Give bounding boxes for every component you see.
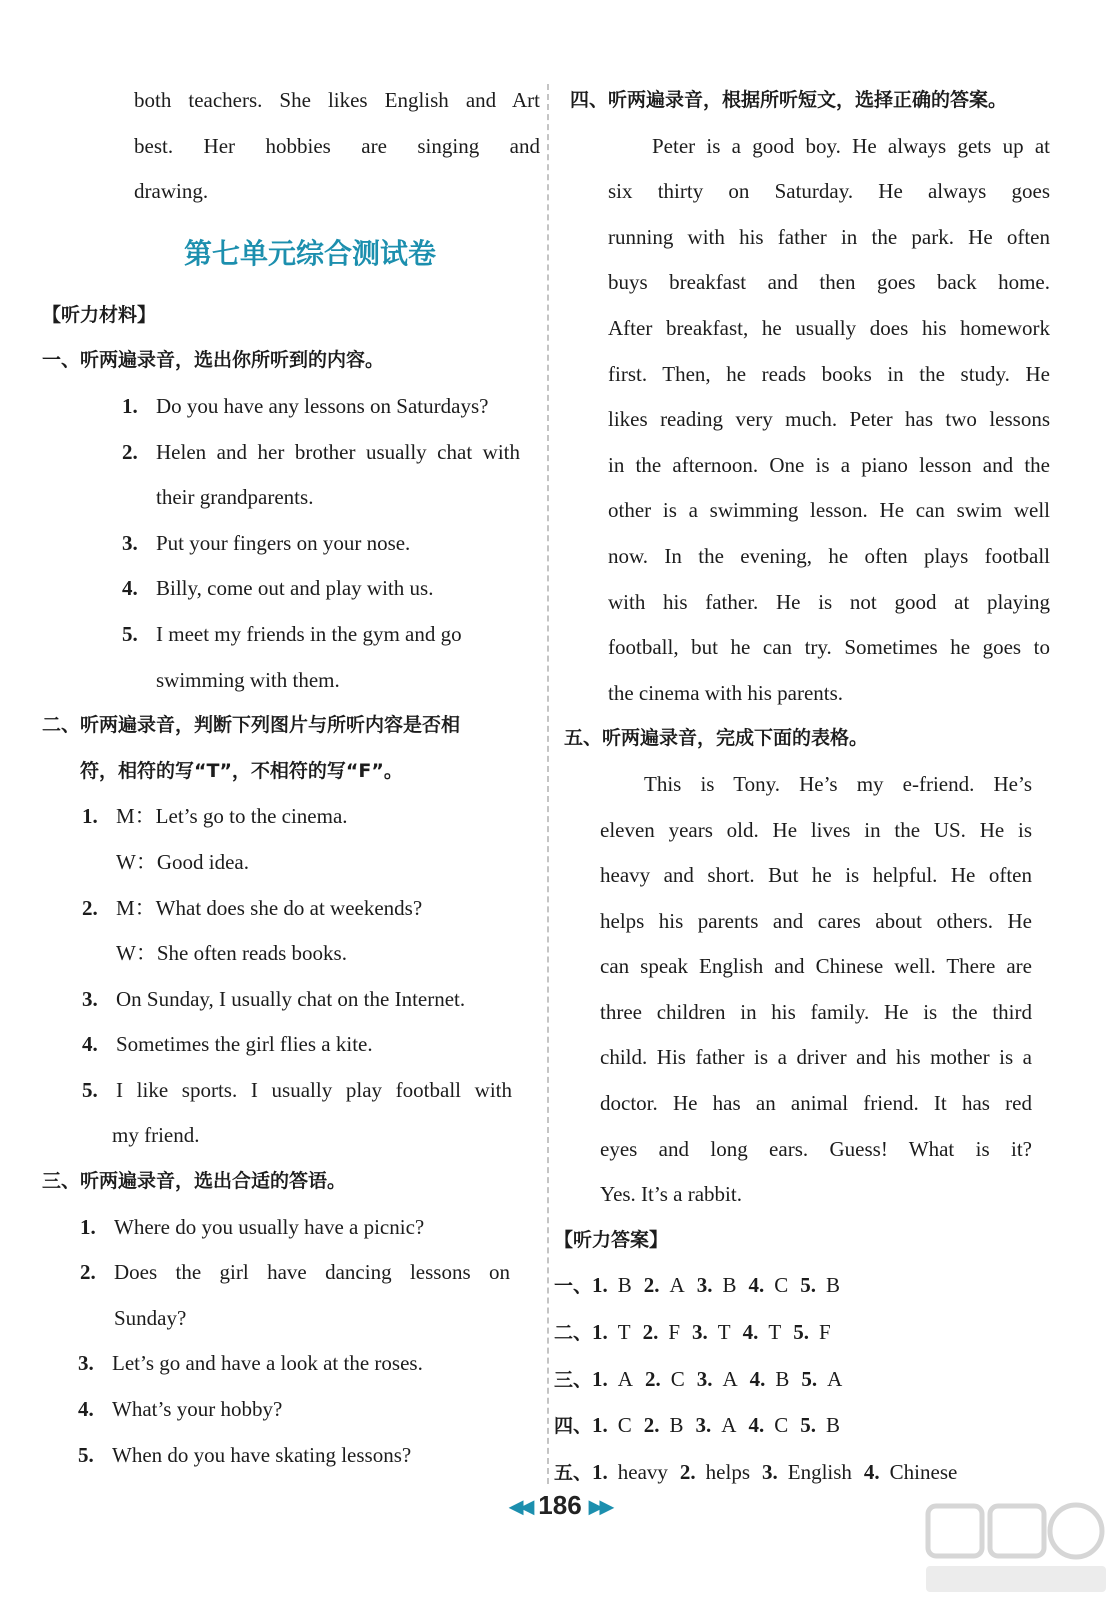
answer-value: F xyxy=(818,1320,831,1345)
passage-line: After breakfast, he usually does his homework xyxy=(608,315,1050,340)
item-text: Where do you usually have a picnic? xyxy=(114,1214,425,1239)
passage-line: eyes and long ears. Guess! What is it? xyxy=(600,1136,1032,1161)
section-1-list xyxy=(42,384,540,703)
item-number: 1. xyxy=(82,804,98,829)
passage-line: doctor. He has an animal friend. It has red xyxy=(600,1091,1032,1116)
list-item xyxy=(42,1205,540,1251)
item-text: I meet my friends in the gym and go xyxy=(156,621,462,646)
answer-row xyxy=(554,1357,1054,1404)
passage-line: now. In the evening, he often plays football xyxy=(608,543,1050,568)
passage-line: Peter is a good boy. He always gets up at xyxy=(652,133,1050,158)
passage-line: in the afternoon. One is a piano lesson and the xyxy=(608,452,1050,477)
answer-number: 1. xyxy=(592,1320,608,1345)
item-number: 4. xyxy=(78,1397,94,1422)
answer-value: A xyxy=(827,1366,843,1391)
answer-number: 2. xyxy=(643,1413,660,1438)
answer-number: 1. xyxy=(592,1366,608,1391)
answer-value: F xyxy=(668,1320,681,1345)
left-column xyxy=(42,78,540,1478)
passage-line: This is Tony. He’s my e-friend. He’s xyxy=(644,771,1032,796)
passage-line: eleven years old. He lives in the US. He is xyxy=(600,817,1032,842)
passage-line: can speak English and Chinese well. There are xyxy=(600,954,1032,979)
intro-line: drawing. xyxy=(134,179,209,204)
item-text: Let’s go and have a look at the roses. xyxy=(112,1351,423,1376)
list-item xyxy=(42,1022,540,1068)
item-text: When do you have skating lessons? xyxy=(112,1442,412,1467)
item-continuation: swimming with them. xyxy=(156,667,340,692)
answer-value: A xyxy=(722,1366,738,1391)
passage-line: running with his father in the park. He often xyxy=(608,224,1050,249)
answer-value: B xyxy=(775,1366,790,1391)
passage-line: likes reading very much. Peter has two lessons xyxy=(608,407,1050,432)
item-continuation: Sunday? xyxy=(114,1305,187,1330)
list-item xyxy=(42,886,540,932)
answer-value: English xyxy=(787,1459,852,1484)
intro-line: both teachers. She likes English and Art xyxy=(134,88,540,112)
answer-value: C xyxy=(670,1366,685,1391)
passage-line: three children in his family. He is the third xyxy=(600,999,1032,1024)
list-item xyxy=(42,1068,540,1114)
next-arrows-icon: ▶▶ xyxy=(588,1496,611,1517)
watermark-logo-icon xyxy=(920,1500,1110,1596)
passage-line: Yes. It’s a rabbit. xyxy=(600,1182,742,1207)
item-number: 4. xyxy=(122,576,138,601)
passage-line: with his father. He is not good at playing xyxy=(608,589,1050,614)
answer-section-label: 四、 xyxy=(554,1415,593,1438)
answer-value: A xyxy=(617,1366,633,1391)
item-number: 5. xyxy=(82,1077,98,1102)
unit-title: 第七单元综合测试卷 xyxy=(183,236,436,270)
answer-value: Chinese xyxy=(889,1459,958,1484)
answer-number: 2. xyxy=(679,1459,696,1484)
answer-value: helps xyxy=(705,1459,750,1484)
answer-value: B xyxy=(825,1273,840,1298)
item-text: M：Let’s go to the cinema. xyxy=(116,804,348,829)
answer-value: T xyxy=(717,1320,731,1345)
list-item xyxy=(78,384,540,430)
list-item xyxy=(78,521,540,567)
answer-value: B xyxy=(669,1413,684,1438)
answer-value: C xyxy=(617,1413,632,1438)
item-number: 5. xyxy=(122,621,138,646)
answer-number: 2. xyxy=(643,1273,660,1298)
item-continuation: their grandparents. xyxy=(156,485,314,510)
answer-number: 4. xyxy=(748,1413,765,1438)
passage-line: six thirty on Saturday. He always goes xyxy=(608,179,1050,204)
passage-line: the cinema with his parents. xyxy=(608,680,844,705)
item-number: 2. xyxy=(82,895,98,920)
item-text: I like sports. I usually play football with xyxy=(116,1077,512,1102)
passage-line: child. His father is a driver and his mother is a xyxy=(600,1045,1032,1070)
answer-section-label: 三、 xyxy=(554,1368,593,1391)
section-4-title: 四、听两遍录音，根据所听短文，选择正确的答案。 xyxy=(570,89,1008,111)
answer-section-label: 二、 xyxy=(554,1322,593,1345)
section-4-passage xyxy=(554,124,1054,717)
answer-number: 4. xyxy=(748,1273,765,1298)
item-number: 1. xyxy=(80,1214,96,1239)
answer-number: 5. xyxy=(793,1320,809,1345)
item-continuation: W：Good idea. xyxy=(116,849,249,874)
answer-value: T xyxy=(768,1320,782,1345)
list-item xyxy=(78,430,540,476)
answer-row xyxy=(554,1403,1054,1450)
item-text: Do you have any lessons on Saturdays? xyxy=(156,393,489,418)
answer-section-label: 一、 xyxy=(554,1275,593,1298)
passage-line: buys breakfast and then goes back home. xyxy=(608,270,1050,295)
section-2-title-cont: 符，相符的写“T”，不相符的写“F”。 xyxy=(80,759,403,782)
section-2-list xyxy=(42,794,540,1159)
passage-line: football, but he can try. Sometimes he goes to xyxy=(608,635,1050,660)
column-divider xyxy=(547,84,549,1484)
list-item xyxy=(78,612,540,658)
answer-value: A xyxy=(669,1273,685,1298)
answer-number: 5. xyxy=(801,1366,818,1391)
answer-value: B xyxy=(722,1273,737,1298)
answer-value: C xyxy=(774,1273,789,1298)
section-5-title: 五、听两遍录音，完成下面的表格。 xyxy=(564,727,869,750)
answer-section-label: 五、 xyxy=(554,1461,593,1484)
answer-number: 3. xyxy=(692,1320,708,1345)
passage-line: first. Then, he reads books in the study. He xyxy=(608,361,1050,386)
item-text: On Sunday, I usually chat on the Internet. xyxy=(116,986,466,1011)
section-1-title: 一、听两遍录音，选出你所听到的内容。 xyxy=(42,349,385,372)
section-3-title: 三、听两遍录音，选出合适的答语。 xyxy=(42,1170,347,1193)
section-5-passage xyxy=(554,762,1054,1218)
item-text: M：What does she do at weekends? xyxy=(116,895,423,920)
answer-number: 3. xyxy=(695,1413,712,1438)
answer-value: B xyxy=(617,1273,632,1298)
list-item xyxy=(42,1433,540,1479)
item-continuation: my friend. xyxy=(112,1123,200,1148)
intro-paragraph xyxy=(42,78,540,215)
section-3-list xyxy=(42,1205,540,1479)
item-number: 5. xyxy=(78,1442,94,1467)
item-number: 3. xyxy=(122,530,138,555)
list-item xyxy=(42,1341,540,1387)
item-text: Does the girl have dancing lessons on xyxy=(114,1260,510,1285)
item-number: 3. xyxy=(78,1351,94,1376)
right-column xyxy=(554,78,1054,1496)
answer-number: 3. xyxy=(696,1273,713,1298)
answer-number: 1. xyxy=(592,1413,608,1438)
answer-number: 1. xyxy=(592,1459,608,1484)
answer-row xyxy=(554,1310,1054,1357)
item-number: 4. xyxy=(82,1032,98,1057)
item-number: 2. xyxy=(80,1260,96,1285)
item-number: 2. xyxy=(122,439,138,464)
answer-number: 2. xyxy=(642,1320,659,1345)
item-text: Billy, come out and play with us. xyxy=(156,576,434,601)
list-item xyxy=(78,566,540,612)
listening-material-header: 【听力材料】 xyxy=(42,303,157,326)
item-text: Helen and her brother usually chat with xyxy=(156,439,520,464)
answer-number: 2. xyxy=(644,1366,661,1391)
answer-value: C xyxy=(774,1413,789,1438)
answer-number: 3. xyxy=(696,1366,713,1391)
intro-line: best. Her hobbies are singing and xyxy=(134,133,540,158)
list-item xyxy=(42,1387,540,1433)
answer-value: T xyxy=(617,1320,631,1345)
item-text: Put your fingers on your nose. xyxy=(156,530,411,555)
prev-arrows-icon: ◀◀ xyxy=(509,1496,532,1517)
answer-number: 4. xyxy=(749,1366,766,1391)
item-number: 3. xyxy=(82,986,98,1011)
answer-value: B xyxy=(825,1413,840,1438)
list-item xyxy=(42,977,540,1023)
list-item xyxy=(42,794,540,840)
answer-number: 3. xyxy=(762,1459,778,1484)
answer-number: 4. xyxy=(742,1320,759,1345)
answer-number: 5. xyxy=(800,1413,816,1438)
passage-line: heavy and short. But he is helpful. He often xyxy=(600,863,1032,888)
passage-line: other is a swimming lesson. He can swim well xyxy=(608,498,1050,523)
answer-number: 1. xyxy=(592,1273,608,1298)
answers-list xyxy=(554,1263,1054,1496)
section-2-title: 二、听两遍录音，判断下列图片与所听内容是否相 xyxy=(42,714,461,737)
item-text: What’s your hobby? xyxy=(112,1397,283,1422)
answers-header: 【听力答案】 xyxy=(554,1228,669,1251)
page-number: 186 xyxy=(538,1490,582,1520)
answer-value: heavy xyxy=(617,1459,668,1484)
item-continuation: W：She often reads books. xyxy=(116,941,347,966)
list-item xyxy=(42,1250,540,1296)
answer-value: A xyxy=(721,1413,737,1438)
answer-row xyxy=(554,1263,1054,1310)
answer-number: 5. xyxy=(800,1273,816,1298)
answer-number: 4. xyxy=(863,1459,880,1484)
item-text: Sometimes the girl flies a kite. xyxy=(116,1032,373,1057)
passage-line: helps his parents and cares about others. He xyxy=(600,908,1032,933)
item-number: 1. xyxy=(122,393,138,418)
